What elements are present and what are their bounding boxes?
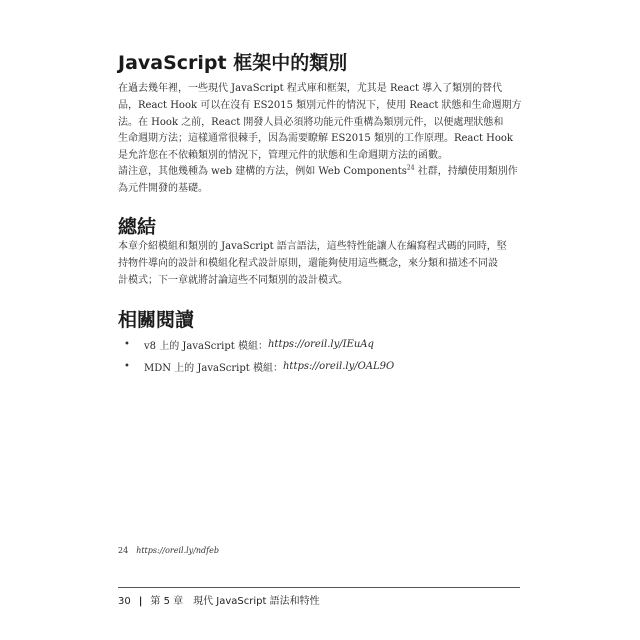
list-item xyxy=(124,333,504,355)
footnote-link[interactable]: https://oreil.ly/ndfeb xyxy=(136,546,219,555)
note-text: 請注意，其他幾種為 web 建構的方法，例如 Web Components xyxy=(118,166,407,177)
paragraph-line: 計模式；下一章就將討論這些不同類別的設計模式。 xyxy=(118,274,348,286)
footnote-reference[interactable]: 24 xyxy=(406,164,415,172)
list-item-text: v8 上的 JavaScript 模組： xyxy=(144,340,268,352)
section-heading: JavaScript 框架中的類別 xyxy=(118,52,348,74)
list-item-text: MDN 上的 JavaScript 模組： xyxy=(144,362,283,374)
paragraph-line: 生命週期方法；這樣通常很棘手，因為需要瞭解 ES2015 類別的工作原理。React Hook xyxy=(118,133,513,145)
chapter-title: 第 5 章 現代 JavaScript 語法和特性 xyxy=(150,596,320,607)
paragraph-line: 是允許您在不依賴類別的情況下，管理元件的狀態和生命週期方法的函數。 xyxy=(118,150,448,162)
bullet-icon: • xyxy=(124,360,130,372)
paragraph-line: 持物件導向的設計和模組化程式設計原則，還能夠使用這些概念，來分類和描述不同設 xyxy=(118,257,498,269)
paragraph-line: 法。在 Hook 之前，React 開發人員必須將功能元件重構為類別元件，以便處理狀態和 xyxy=(118,116,504,128)
further-reading-heading: 相關閱讀 xyxy=(118,309,195,331)
page-footer xyxy=(118,592,320,607)
footnote xyxy=(118,546,219,555)
bullet-icon: • xyxy=(124,338,130,350)
summary-paragraph xyxy=(118,239,522,289)
page-number: 30 xyxy=(118,596,131,607)
reference-link[interactable]: https://oreil.ly/OAL9O xyxy=(282,360,395,372)
paragraph-line xyxy=(118,164,522,181)
footer-divider xyxy=(118,587,520,588)
paragraph-line: 為元件開發的基礎。 xyxy=(118,182,208,194)
summary-heading: 總結 xyxy=(118,216,157,238)
footnote-number: 24 xyxy=(118,546,129,555)
paragraph-line: 品，React Hook 可以在沒有 ES2015 類別元件的情況下，使用 React 狀態和生命週期方 xyxy=(118,99,522,111)
paragraph-line: 在過去幾年裡，一些現代 JavaScript 程式庫和框架，尤其是 React 導入了類別的替代 xyxy=(118,83,503,94)
intro-paragraph xyxy=(118,81,522,165)
further-reading-list xyxy=(124,333,504,377)
note-paragraph xyxy=(118,164,522,198)
footer-separator: | xyxy=(138,596,143,607)
paragraph-line: 本章介紹模組和類別的 JavaScript 語言語法，這些特性能讓人在編寫程式碼的同時，堅 xyxy=(118,241,507,252)
reference-link[interactable]: https://oreil.ly/IEuAq xyxy=(267,338,374,350)
list-item xyxy=(124,355,504,377)
note-text: 社群，持續使用類別作 xyxy=(414,166,518,177)
